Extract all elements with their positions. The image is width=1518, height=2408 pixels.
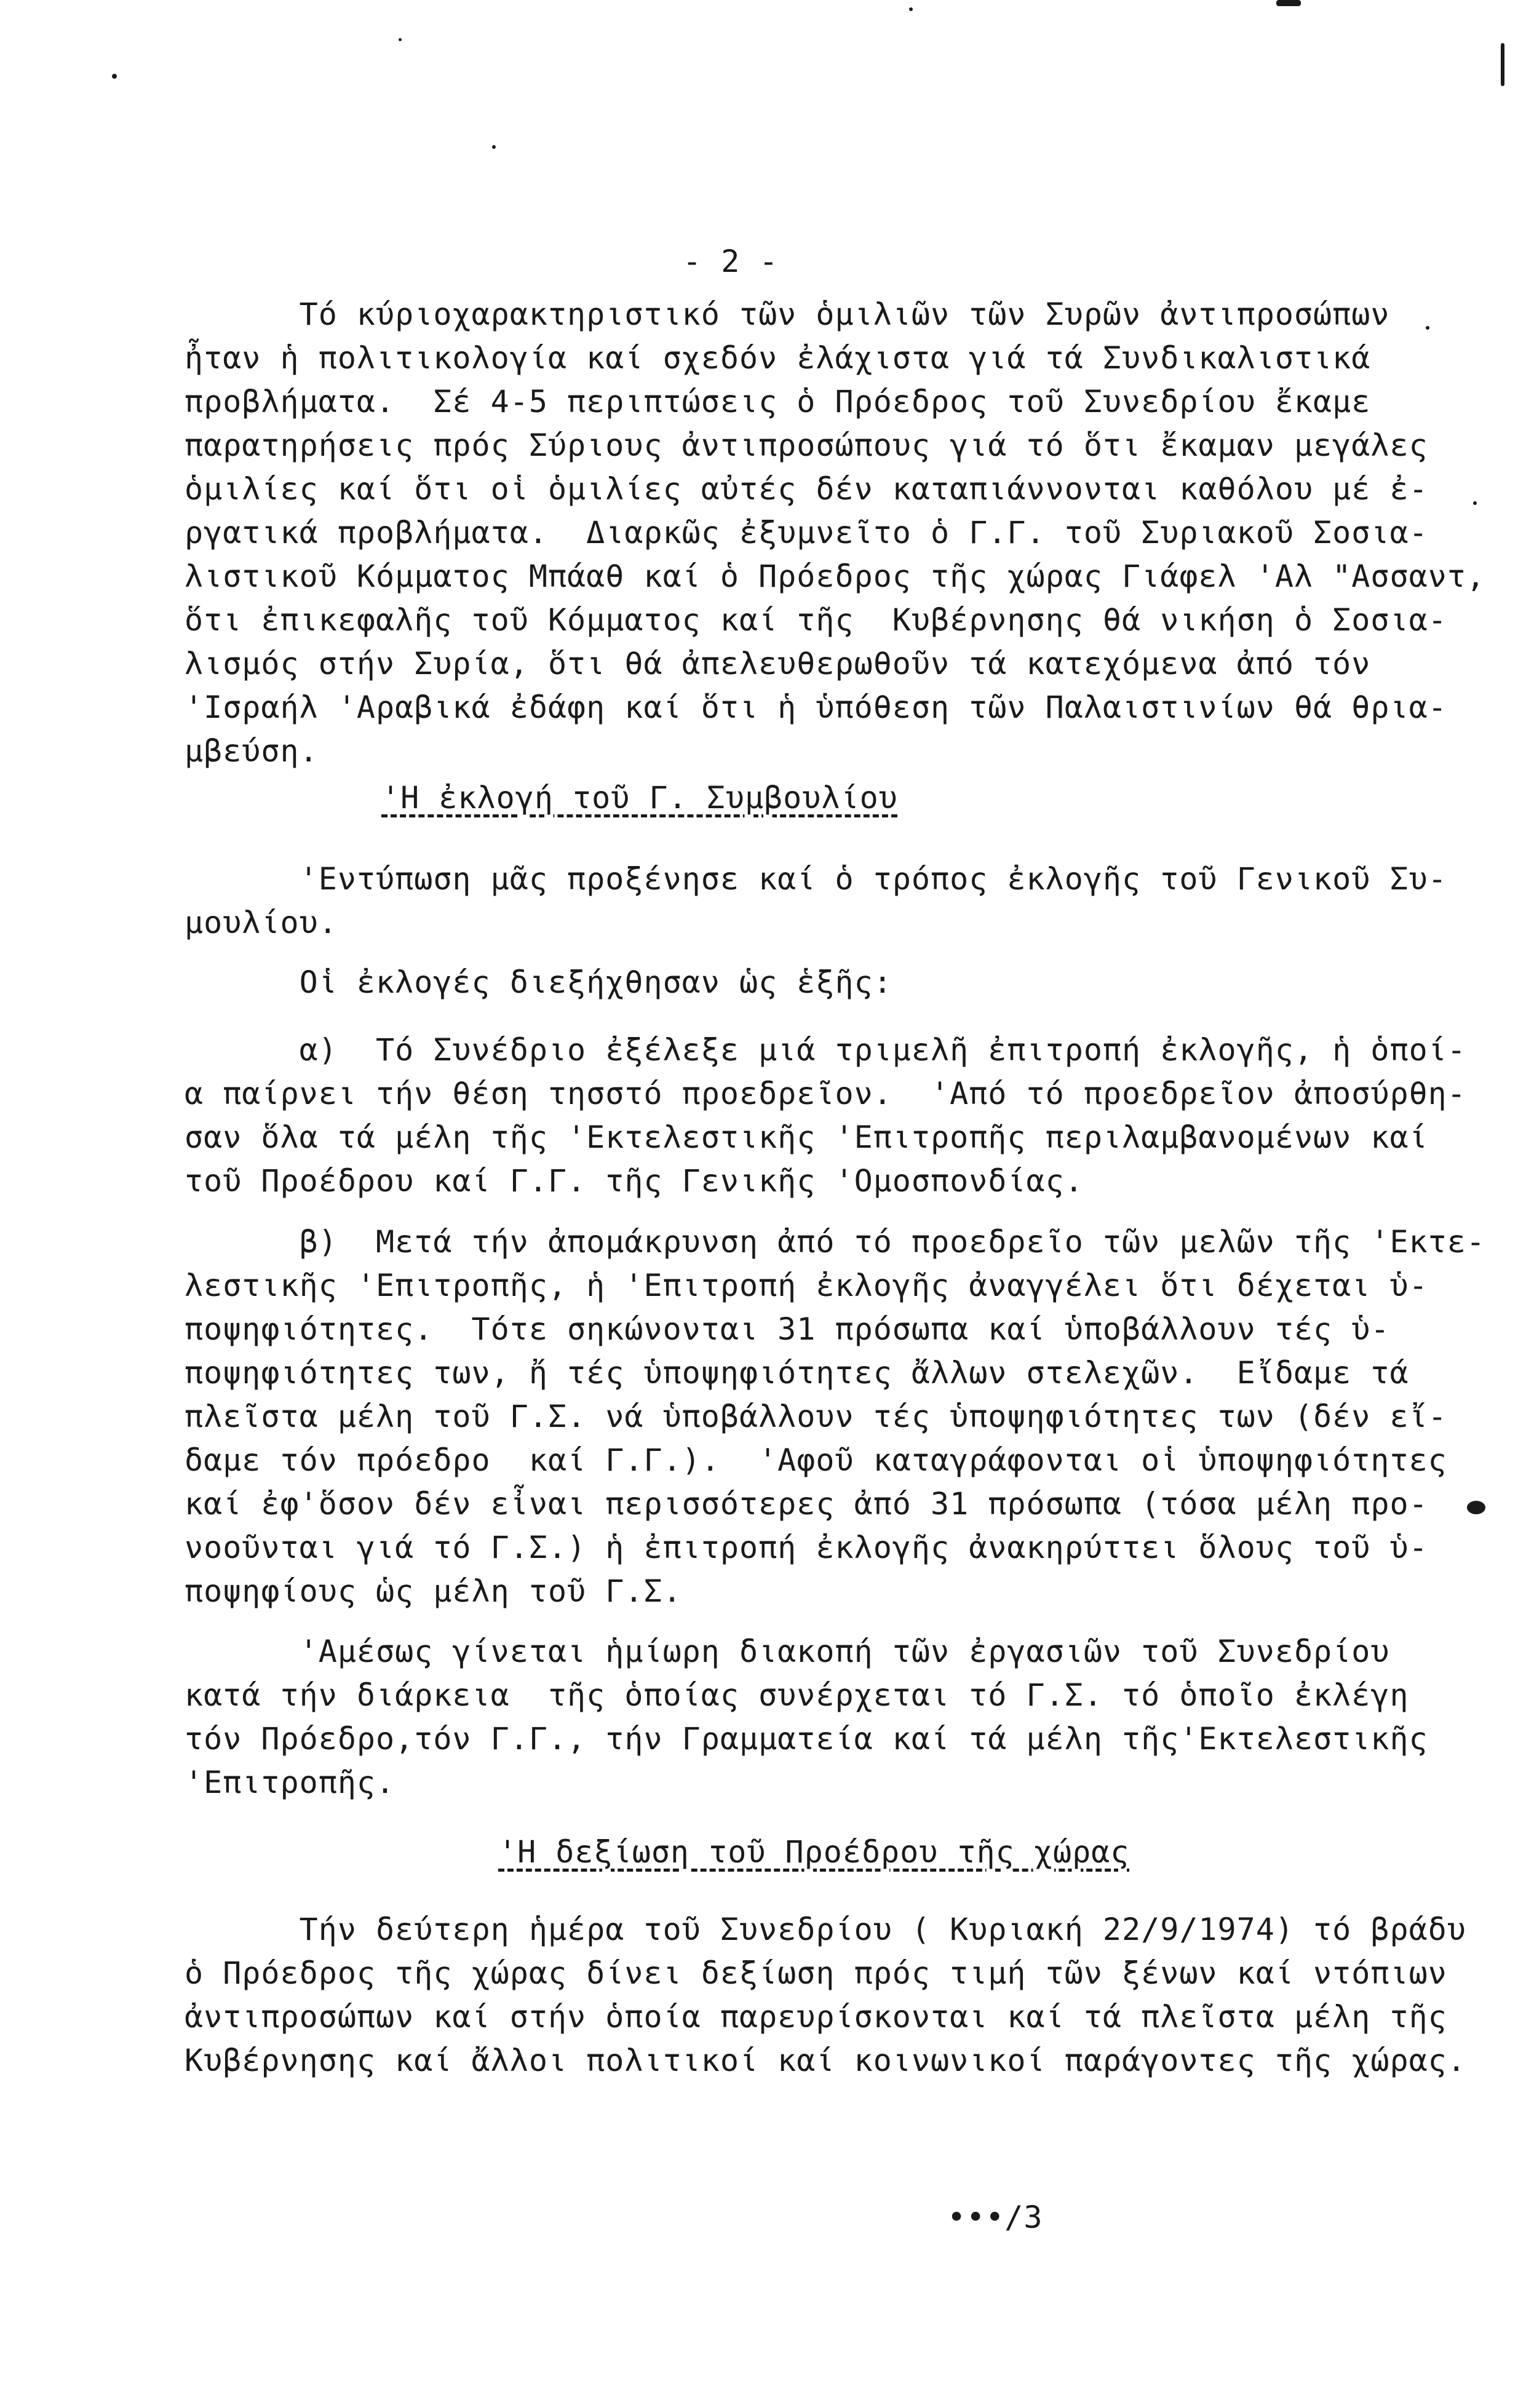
paragraph-5-line: ποψηφιότητες. Τότε σηκώνονται 31 πρόσωπα καί ὑποβάλλουν τές ὑ- xyxy=(185,1311,1390,1347)
paragraph-6-line: 'Αμέσως γίνεται ἡμίωρη διακοπή τῶν ἐργασιῶν τοῦ Συνεδρίου xyxy=(185,1634,1390,1669)
scan-speck xyxy=(909,7,913,11)
scan-speck xyxy=(1467,1501,1485,1514)
scan-speck xyxy=(399,38,402,41)
paragraph-5-line: ποψηφιότητες των, ἤ τές ὑποψηφιότητες ἄλλων στελεχῶν. Εἴδαμε τά xyxy=(185,1355,1409,1391)
paragraph-7-line: ὁ Πρόεδρος τῆς χώρας δίνει δεξίωση πρός τιμή τῶν ξένων καί ντόπιων xyxy=(185,1955,1447,1991)
paragraph-1-line: προβλήματα. Σέ 4-5 περιπτώσεις ὁ Πρόεδρος τοῦ Συνεδρίου ἔκαμε xyxy=(185,384,1371,419)
paragraph-1-line: ργατικά προβλήματα. Διαρκῶς ἐξυμνεῖτο ὁ Γ.Γ. τοῦ Συριακοῦ Σοσια- xyxy=(185,515,1428,550)
paragraph-5-line: λεστικῆς 'Επιτροπῆς, ἡ 'Επιτροπή ἐκλογῆς ἀναγγέλει ὅτι δέχεται ὑ- xyxy=(185,1268,1428,1303)
paragraph-1-line: λιστικοῦ Κόμματος Μπάαθ καί ὁ Πρόεδρος τῆς χώρας Γιάφελ 'Αλ "Ασσαντ, xyxy=(185,558,1485,594)
scan-speck xyxy=(1426,326,1429,330)
section-heading: 'Η δεξίωση τοῦ Προέδρου τῆς χώρας xyxy=(498,1834,1130,1870)
paragraph-1-line: λισμός στήν Συρία, ὅτι θά ἀπελευθερωθοῦν τά κατεχόμενα ἀπό τόν xyxy=(185,646,1371,681)
scan-speck xyxy=(1501,43,1504,86)
scan-speck xyxy=(1276,0,1301,6)
paragraph-1-line: ὁμιλίες καί ὅτι οἱ ὁμιλίες αὐτές δέν καταπιάννονται καθόλου μέ ἐ- xyxy=(185,471,1428,507)
scan-speck xyxy=(112,74,117,79)
paragraph-5-line: β) Μετά τήν ἀπομάκρυνση ἀπό τό προεδρεῖο τῶν μελῶν τῆς 'Εκτε- xyxy=(185,1224,1485,1260)
paragraph-7-line: Κυβέρνησης καί ἄλλοι πολιτικοί καί κοινωνικοί παράγοντες τῆς χώρας. xyxy=(185,2043,1466,2078)
page-number: - 2 - xyxy=(683,244,779,279)
paragraph-1-line: 'Ισραήλ 'Αραβικά ἐδάφη καί ὅτι ἡ ὑπόθεση τῶν Παλαιστινίων θά θρια- xyxy=(185,689,1447,725)
paragraph-7-line: ἀντιπροσώπων καί στήν ὁποία παρευρίσκονται καί τά πλεῖστα μέλη τῆς xyxy=(185,1999,1447,2035)
paragraph-5-line: πλεῖστα μέλη τοῦ Γ.Σ. νά ὑποβάλλουν τές ὑποψηφιότητες των (δέν εἴ- xyxy=(185,1399,1447,1434)
paragraph-2-line: 'Εντύπωση μᾶς προξένησε καί ὁ τρόπος ἐκλογῆς τοῦ Γενικοῦ Συ- xyxy=(185,861,1447,897)
paragraph-5-line: ποψηφίους ὡς μέλη τοῦ Γ.Σ. xyxy=(185,1573,682,1609)
paragraph-6-line: κατά τήν διάρκεια τῆς ὁποίας συνέρχεται τό Γ.Σ. τό ὁποῖο ἐκλέγη xyxy=(185,1677,1409,1713)
continuation-marker: •••/3 xyxy=(947,2199,1043,2235)
paragraph-7-line: Τήν δεύτερη ἡμέρα τοῦ Συνεδρίου ( Κυριακή 22/9/1974) τό βράδυ xyxy=(185,1912,1466,1947)
paragraph-5-line: νοοῦνται γιά τό Γ.Σ.) ἡ ἐπιτροπή ἐκλογῆς ἀνακηρύττει ὅλους τοῦ ὑ- xyxy=(185,1530,1428,1565)
paragraph-1-line: Τό κύριοχαρακτηριστικό τῶν ὁμιλιῶν τῶν Συρῶν ἀντιπροσώπων xyxy=(185,296,1390,332)
paragraph-4-line: σαν ὅλα τά μέλη τῆς 'Εκτελεστικῆς 'Επιτροπῆς περιλαμβανομένων καί xyxy=(185,1119,1428,1155)
paragraph-1-line: ὅτι ἐπικεφαλῆς τοῦ Κόμματος καί τῆς Κυβέρνησης θά νικήση ὁ Σοσια- xyxy=(185,602,1447,638)
paragraph-6-line: τόν Πρόεδρο,τόν Γ.Γ., τήν Γραμματεία καί τά μέλη τῆς'Εκτελεστικῆς xyxy=(185,1721,1428,1757)
scan-speck xyxy=(492,145,496,149)
scan-speck xyxy=(1473,501,1477,505)
paragraph-5-line: δαμε τόν πρόεδρο καί Γ.Γ.). 'Αφοῦ καταγράφονται οἱ ὑποψηφιότητες xyxy=(185,1442,1447,1478)
paragraph-3-line: Οἱ ἐκλογές διεξήχθησαν ὡς ἑξῆς: xyxy=(185,964,892,1000)
paragraph-5-line: καί ἐφ'ὅσον δέν εἶναι περισσότερες ἀπό 31 πρόσωπα (τόσα μέλη προ- xyxy=(185,1486,1428,1522)
paragraph-6-line: 'Επιτροπῆς. xyxy=(185,1765,395,1800)
section-heading: 'Η ἐκλογή τοῦ Γ. Συμβουλίου xyxy=(381,780,898,816)
paragraph-4-line: α) Τό Συνέδριο ἐξέλεξε μιά τριμελῆ ἐπιτροπή ἐκλογῆς, ἡ ὁποί- xyxy=(185,1032,1466,1068)
paragraph-1-line: ἦταν ἡ πολιτικολογία καί σχεδόν ἐλάχιστα γιά τά Συνδικαλιστικά xyxy=(185,340,1371,376)
paragraph-2-line: μουλίου. xyxy=(185,905,338,940)
paragraph-1-line: μβεύση. xyxy=(185,733,319,769)
paragraph-4-line: α παίρνει τήν θέση τησστό προεδρεῖον. 'Από τό προεδρεῖον ἀποσύρθη- xyxy=(185,1076,1466,1111)
paragraph-1-line: παρατηρήσεις πρός Σύριους ἀντιπροσώπους γιά τό ὅτι ἔκαμαν μεγάλες xyxy=(185,427,1428,463)
paragraph-4-line: τοῦ Προέδρου καί Γ.Γ. τῆς Γενικῆς 'Ομοσπονδίας. xyxy=(185,1163,1084,1199)
